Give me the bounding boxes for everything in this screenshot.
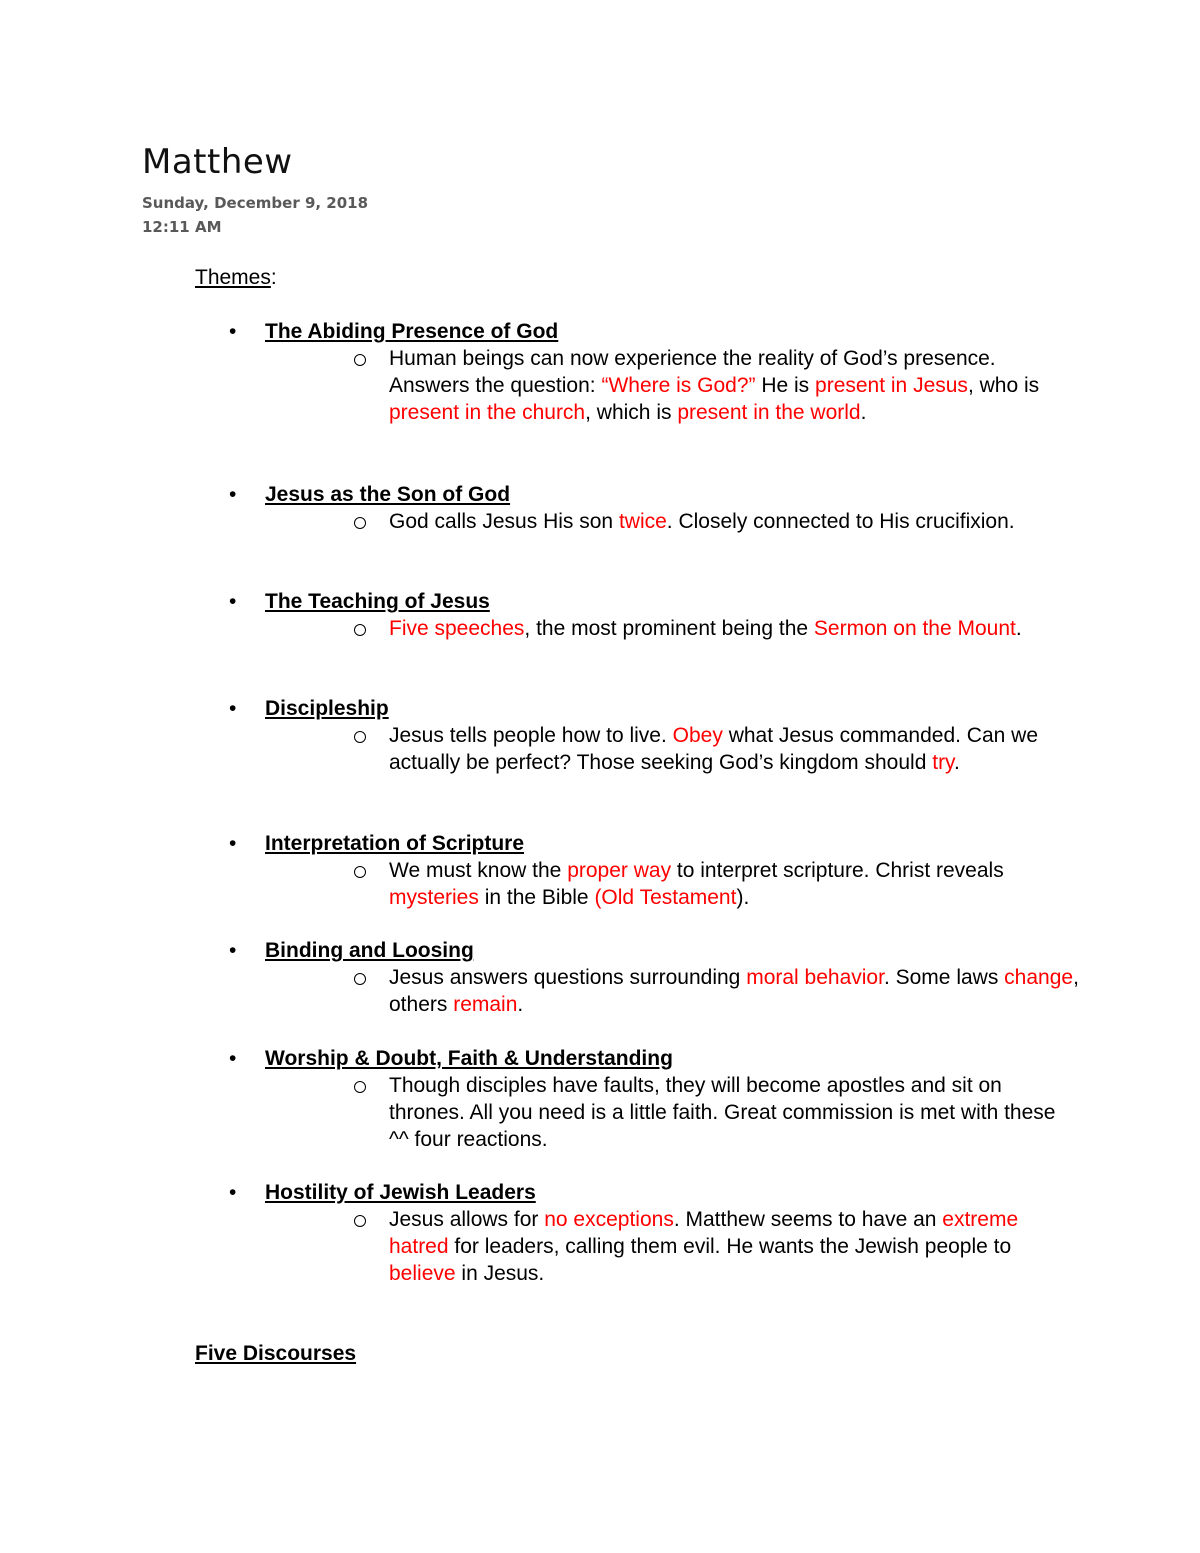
bullet-icon: • [229, 1181, 237, 1204]
highlighted-text: Sermon on the Mount [813, 617, 1016, 640]
theme-heading: Discipleship [265, 697, 389, 720]
description-text: We must know the [389, 859, 568, 882]
description-text: in Jesus. [455, 1262, 545, 1285]
description-text: Human beings can now experience the reality of God’s presence. Answers the question: [389, 347, 996, 397]
theme-description [389, 964, 1079, 1018]
theme-heading: The Abiding Presence of God [265, 320, 559, 343]
highlighted-text: present in the world [677, 401, 861, 424]
theme-heading: Jesus as the Son of God [265, 483, 511, 506]
theme-description [389, 722, 1079, 776]
theme-description [389, 615, 1079, 642]
description-text: . Some laws [883, 966, 1005, 989]
description-text: in the Bible [478, 886, 595, 909]
theme-heading: Binding and Loosing [265, 939, 474, 962]
bullet-icon: • [229, 939, 237, 962]
themes-label-text: Themes [195, 266, 271, 289]
hollow-circle-bullet-icon [354, 866, 366, 878]
highlighted-text: moral behavior [746, 966, 884, 989]
theme-heading: Hostility of Jewish Leaders [265, 1181, 536, 1204]
bullet-icon: • [229, 320, 237, 343]
theme-description [389, 508, 1079, 535]
five-discourses-heading: Five Discourses [195, 1342, 357, 1365]
description-text: Jesus allows for [389, 1208, 545, 1231]
description-text: . Matthew seems to have an [673, 1208, 943, 1231]
highlighted-text: no exceptions [544, 1208, 674, 1231]
description-text: . [1015, 617, 1022, 640]
highlighted-text: mysteries [389, 886, 479, 909]
hollow-circle-bullet-icon [354, 354, 366, 366]
highlighted-text: remain [453, 993, 518, 1016]
highlighted-text: proper way [567, 859, 672, 882]
highlighted-text: (Old Testament [594, 886, 737, 909]
page-title: Matthew [142, 142, 293, 182]
highlighted-text: “Where is God?” [601, 374, 756, 397]
highlighted-text: Obey [672, 724, 723, 747]
bullet-icon: • [229, 483, 237, 506]
note-time: 12:11 AM [142, 218, 222, 236]
description-text: , others [389, 966, 1079, 1016]
description-text: Jesus answers questions surrounding [389, 966, 747, 989]
theme-description [389, 1206, 1079, 1287]
description-text: to interpret scripture. Christ reveals [671, 859, 1004, 882]
bullet-icon: • [229, 1047, 237, 1070]
description-text: . Closely connected to His crucifixion. [666, 510, 1015, 533]
description-text: what Jesus commanded. Can we actually be perfect? Those seeking God’s kingdom should [389, 724, 1039, 774]
description-text: , which is [585, 401, 678, 424]
description-text: He is [755, 374, 816, 397]
bullet-icon: • [229, 590, 237, 613]
theme-heading: Worship & Doubt, Faith & Understanding [265, 1047, 673, 1070]
highlighted-text: present in Jesus [815, 374, 968, 397]
themes-label [195, 266, 277, 290]
highlighted-text: present in the church [389, 401, 586, 424]
highlighted-text: change [1004, 966, 1074, 989]
theme-heading: The Teaching of Jesus [265, 590, 490, 613]
highlighted-text: twice [618, 510, 667, 533]
theme-description [389, 345, 1079, 426]
highlighted-text: extreme hatred [389, 1208, 1019, 1258]
hollow-circle-bullet-icon [354, 731, 366, 743]
description-text: Though disciples have faults, they will become apostles and sit on thrones. All you need is a little faith. Great commission is met with these ^^ four reactions. [389, 1074, 1056, 1151]
description-text: . [954, 751, 960, 774]
theme-description [389, 1072, 1079, 1153]
description-text: , the most prominent being the [524, 617, 814, 640]
hollow-circle-bullet-icon [354, 1215, 366, 1227]
note-date: Sunday, December 9, 2018 [142, 194, 369, 212]
hollow-circle-bullet-icon [354, 973, 366, 985]
hollow-circle-bullet-icon [354, 624, 366, 636]
hollow-circle-bullet-icon [354, 517, 366, 529]
theme-heading: Interpretation of Scripture [265, 832, 525, 855]
description-text: . [517, 993, 524, 1016]
description-text: , who is [967, 374, 1040, 397]
bullet-icon: • [229, 832, 237, 855]
description-text: God calls Jesus His son [389, 510, 619, 533]
bullet-icon: • [229, 697, 237, 720]
description-text: for leaders, calling them evil. He wants the Jewish people to [448, 1235, 1012, 1258]
themes-label-colon: : [270, 266, 277, 289]
description-text: ). [736, 886, 750, 909]
description-text: . [860, 401, 867, 424]
highlighted-text: Five speeches [389, 617, 525, 640]
theme-description [389, 857, 1079, 911]
description-text: Jesus tells people how to live. [389, 724, 673, 747]
highlighted-text: believe [389, 1262, 456, 1285]
hollow-circle-bullet-icon [354, 1081, 366, 1093]
highlighted-text: try [932, 751, 955, 774]
